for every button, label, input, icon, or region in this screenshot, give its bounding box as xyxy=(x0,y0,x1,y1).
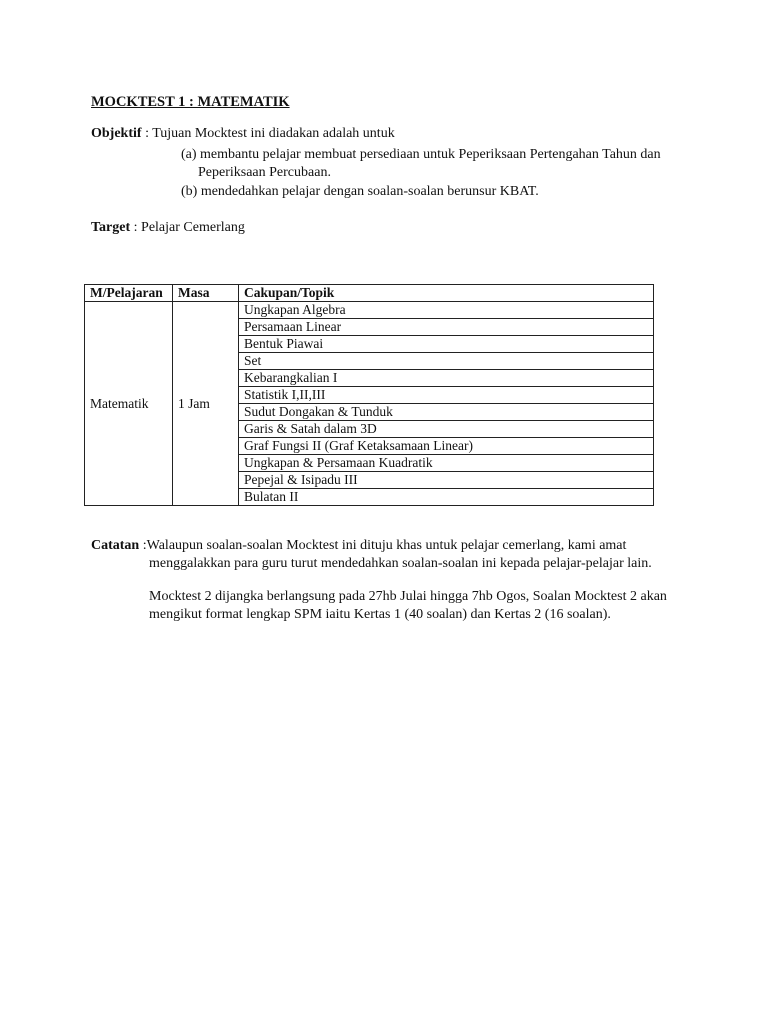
topic-cell: Sudut Dongakan & Tunduk xyxy=(239,404,654,421)
catatan-label: Catatan xyxy=(91,538,140,553)
catatan-text-line1: :Walaupun soalan-soalan Mocktest ini dituju khas untuk pelajar cemerlang, kami amat xyxy=(139,538,627,553)
target-line xyxy=(91,219,245,237)
objektif-item-a-line1: (a) membantu pelajar membuat persediaan untuk Peperiksaan Pertengahan Tahun dan xyxy=(181,147,661,162)
table-row xyxy=(85,302,654,319)
catatan-line xyxy=(91,537,626,555)
topic-cell: Garis & Satah dalam 3D xyxy=(239,421,654,438)
topics-table xyxy=(84,284,654,506)
topic-cell: Pepejal & Isipadu III xyxy=(239,472,654,489)
mocktest2-note-line1: Mocktest 2 dijangka berlangsung pada 27hb Julai hingga 7hb Ogos, Soalan Mocktest 2 akan xyxy=(149,589,667,604)
page-title: MOCKTEST 1 : MATEMATIK xyxy=(91,94,290,110)
mocktest2-note-line2: mengikut format lengkap SPM iaitu Kertas 1 (40 soalan) dan Kertas 2 (16 soalan). xyxy=(149,607,611,622)
topic-cell: Kebarangkalian I xyxy=(239,370,654,387)
topic-cell: Ungkapan Algebra xyxy=(239,302,654,319)
topic-cell: Set xyxy=(239,353,654,370)
objektif-item-a-line2: Peperiksaan Percubaan. xyxy=(198,165,331,180)
topic-cell: Statistik I,II,III xyxy=(239,387,654,404)
objektif-label: Objektif xyxy=(91,126,142,141)
objektif-item-b: (b) mendedahkan pelajar dengan soalan-soalan berunsur KBAT. xyxy=(181,184,539,199)
topic-cell: Bulatan II xyxy=(239,489,654,506)
header-topics: Cakupan/Topik xyxy=(239,285,654,302)
subject-cell: Matematik xyxy=(85,302,173,506)
header-duration: Masa xyxy=(173,285,239,302)
objektif-line xyxy=(91,125,395,143)
header-subject: M/Pelajaran xyxy=(85,285,173,302)
topic-cell: Bentuk Piawai xyxy=(239,336,654,353)
catatan-text-line2: menggalakkan para guru turut mendedahkan soalan-soalan ini kepada pelajar-pelajar lain. xyxy=(149,556,652,571)
duration-cell: 1 Jam xyxy=(173,302,239,506)
topic-cell: Ungkapan & Persamaan Kuadratik xyxy=(239,455,654,472)
target-text: : Pelajar Cemerlang xyxy=(130,220,245,235)
target-label: Target xyxy=(91,220,131,235)
topic-cell: Persamaan Linear xyxy=(239,319,654,336)
table-header-row xyxy=(85,285,654,302)
topic-cell: Graf Fungsi II (Graf Ketaksamaan Linear) xyxy=(239,438,654,455)
objektif-intro: : Tujuan Mocktest ini diadakan adalah untuk xyxy=(141,126,395,141)
